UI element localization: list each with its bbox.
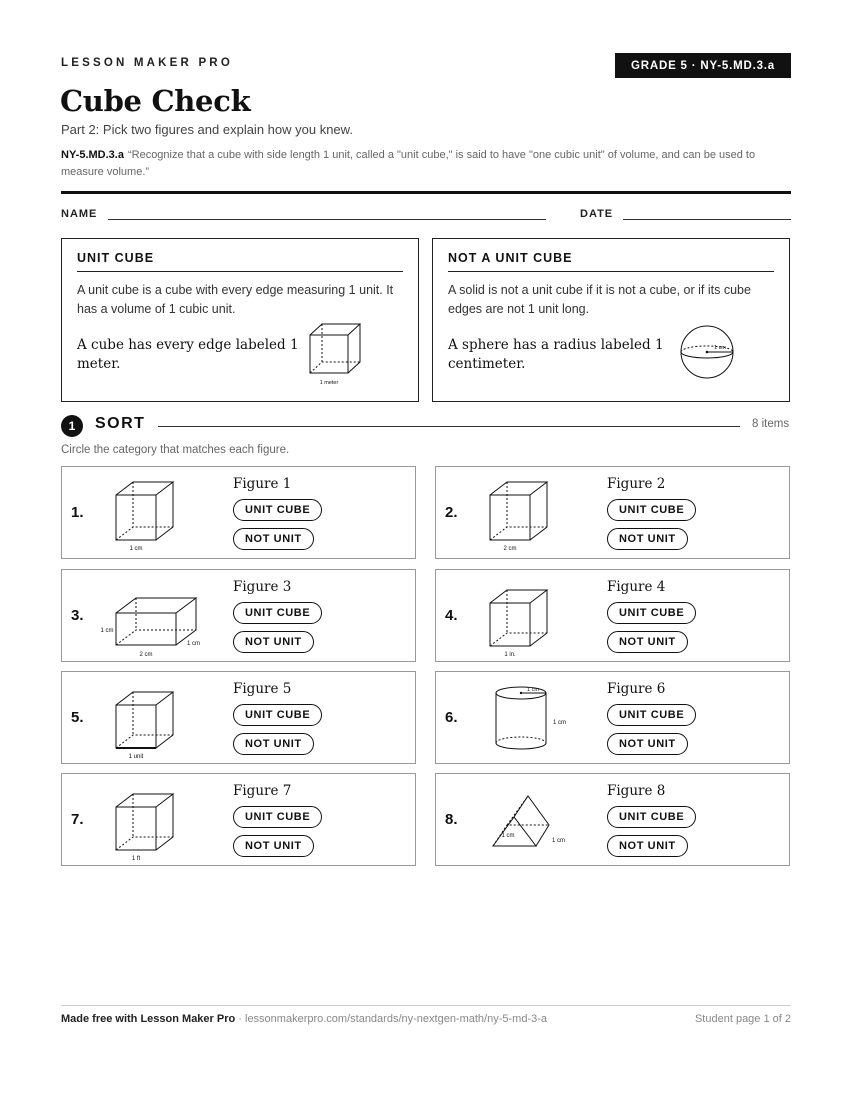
figure-title: Figure 6 [607,681,666,697]
standard-text: “Recognize that a cube with side length 1 unit, called a "unit cube," is said to have "one cubic unit" of volume, and can be used to measure volume.” [61,149,756,178]
page-subtitle: Part 2: Pick two figures and explain how you knew. [61,122,353,137]
figure-number: 4. [445,607,458,624]
footer-made-with: Made free with Lesson Maker Pro [61,1013,236,1025]
cube-icon [302,319,382,389]
footer-url[interactable]: · lessonmakerpro.com/standards/ny-nextgen-math/ny-5-md-3-a [235,1013,548,1025]
figure-label: 2 cm [139,652,153,658]
footer-divider [61,1005,791,1006]
grade-standard-badge: GRADE 5 · NY-5.MD.3.a [615,53,791,78]
unit-cube-option[interactable]: UNIT CUBE [233,499,322,521]
sphere-icon [673,319,753,389]
not-unit-option[interactable]: NOT UNIT [233,631,314,653]
figure-card [435,671,790,764]
not-unit-option[interactable]: NOT UNIT [607,528,688,550]
standard-description [61,147,793,181]
figure-title: Figure 7 [233,783,292,799]
unit-cube-option[interactable]: UNIT CUBE [233,806,322,828]
figure-label: 1 ft [131,856,141,862]
figure-label: 1 cm [553,720,567,726]
not-unit-option[interactable]: NOT UNIT [607,835,688,857]
unit-cube-option[interactable]: UNIT CUBE [607,704,696,726]
date-field[interactable] [623,219,791,220]
unit-cube-option[interactable]: UNIT CUBE [607,602,696,624]
figure-number: 5. [71,709,84,726]
cube-icon [470,575,600,660]
figure-title: Figure 4 [607,579,666,595]
figure-title: Figure 1 [233,476,292,492]
not-unit-option[interactable]: NOT UNIT [233,733,314,755]
figure-number: 2. [445,504,458,521]
figure-title: Figure 8 [607,783,666,799]
figure-label: 1 cm [714,345,726,351]
figure-label: 1 unit [128,754,144,760]
cube-icon [470,472,600,557]
standard-code: NY-5.MD.3.a [61,149,124,161]
unit-cube-option[interactable]: UNIT CUBE [607,806,696,828]
figure-card [61,569,416,662]
definition-heading: NOT A UNIT CUBE [448,251,774,272]
figure-number: 6. [445,709,458,726]
figure-card [435,773,790,866]
figure-label: 1 cm [552,838,566,844]
section-title: SORT [95,415,146,432]
cube-icon [96,779,226,864]
not-unit-option[interactable]: NOT UNIT [233,528,314,550]
not-unit-option[interactable]: NOT UNIT [607,733,688,755]
not-unit-cube-definition-box [432,238,790,402]
brand-name: LESSON MAKER PRO [61,57,233,69]
definition-heading: UNIT CUBE [77,251,403,272]
footer-credit [61,1013,547,1025]
figure-number: 8. [445,811,458,828]
definition-text: A solid is not a unit cube if it is not a cube, or if its cube edges are not 1 unit long. [448,283,751,316]
figure-title: Figure 2 [607,476,666,492]
figure-label: 1 cm [527,687,539,693]
section-number: 1 [61,415,83,437]
definition-example: A cube has every edge labeled 1 meter. [77,337,299,372]
unit-cube-option[interactable]: UNIT CUBE [607,499,696,521]
definition-example: A sphere has a radius labeled 1 centimeter. [448,337,664,372]
definition-text: A unit cube is a cube with every edge measuring 1 unit. It has a volume of 1 cubic unit. [77,283,394,316]
page-number: Student page 1 of 2 [694,1013,791,1025]
cube-icon [96,472,226,557]
page-title: Cube Check [60,84,251,118]
cylinder-icon [470,677,600,762]
figure-card [61,773,416,866]
unit-cube-option[interactable]: UNIT CUBE [233,704,322,726]
cube-icon [96,677,226,762]
rectangular-prism-icon [96,575,226,660]
section-instructions: Circle the category that matches each figure. [61,444,290,456]
header-divider [61,191,791,194]
figure-label: 1 cm [501,833,515,839]
figure-card [435,569,790,662]
figure-label: 1 in. [504,652,516,658]
figure-label: 1 cm [100,628,114,634]
figure-title: Figure 3 [233,579,292,595]
unit-cube-option[interactable]: UNIT CUBE [233,602,322,624]
name-field[interactable] [108,219,546,220]
figure-card [61,466,416,559]
item-count: 8 items [752,418,790,430]
figure-number: 7. [71,811,84,828]
name-label: NAME [61,208,98,220]
triangular-prism-icon [470,779,600,864]
not-unit-option[interactable]: NOT UNIT [233,835,314,857]
figure-label: 2 cm [503,546,517,552]
figure-number: 3. [71,607,84,624]
figure-label: 1 meter [319,380,339,386]
figure-card [435,466,790,559]
figure-label: 1 cm [187,641,201,647]
figure-label: 1 cm [129,546,143,552]
not-unit-option[interactable]: NOT UNIT [607,631,688,653]
figure-number: 1. [71,504,84,521]
unit-cube-definition-box [61,238,419,402]
section-divider [158,426,740,427]
figure-title: Figure 5 [233,681,292,697]
date-label: DATE [580,208,614,220]
figure-card [61,671,416,764]
